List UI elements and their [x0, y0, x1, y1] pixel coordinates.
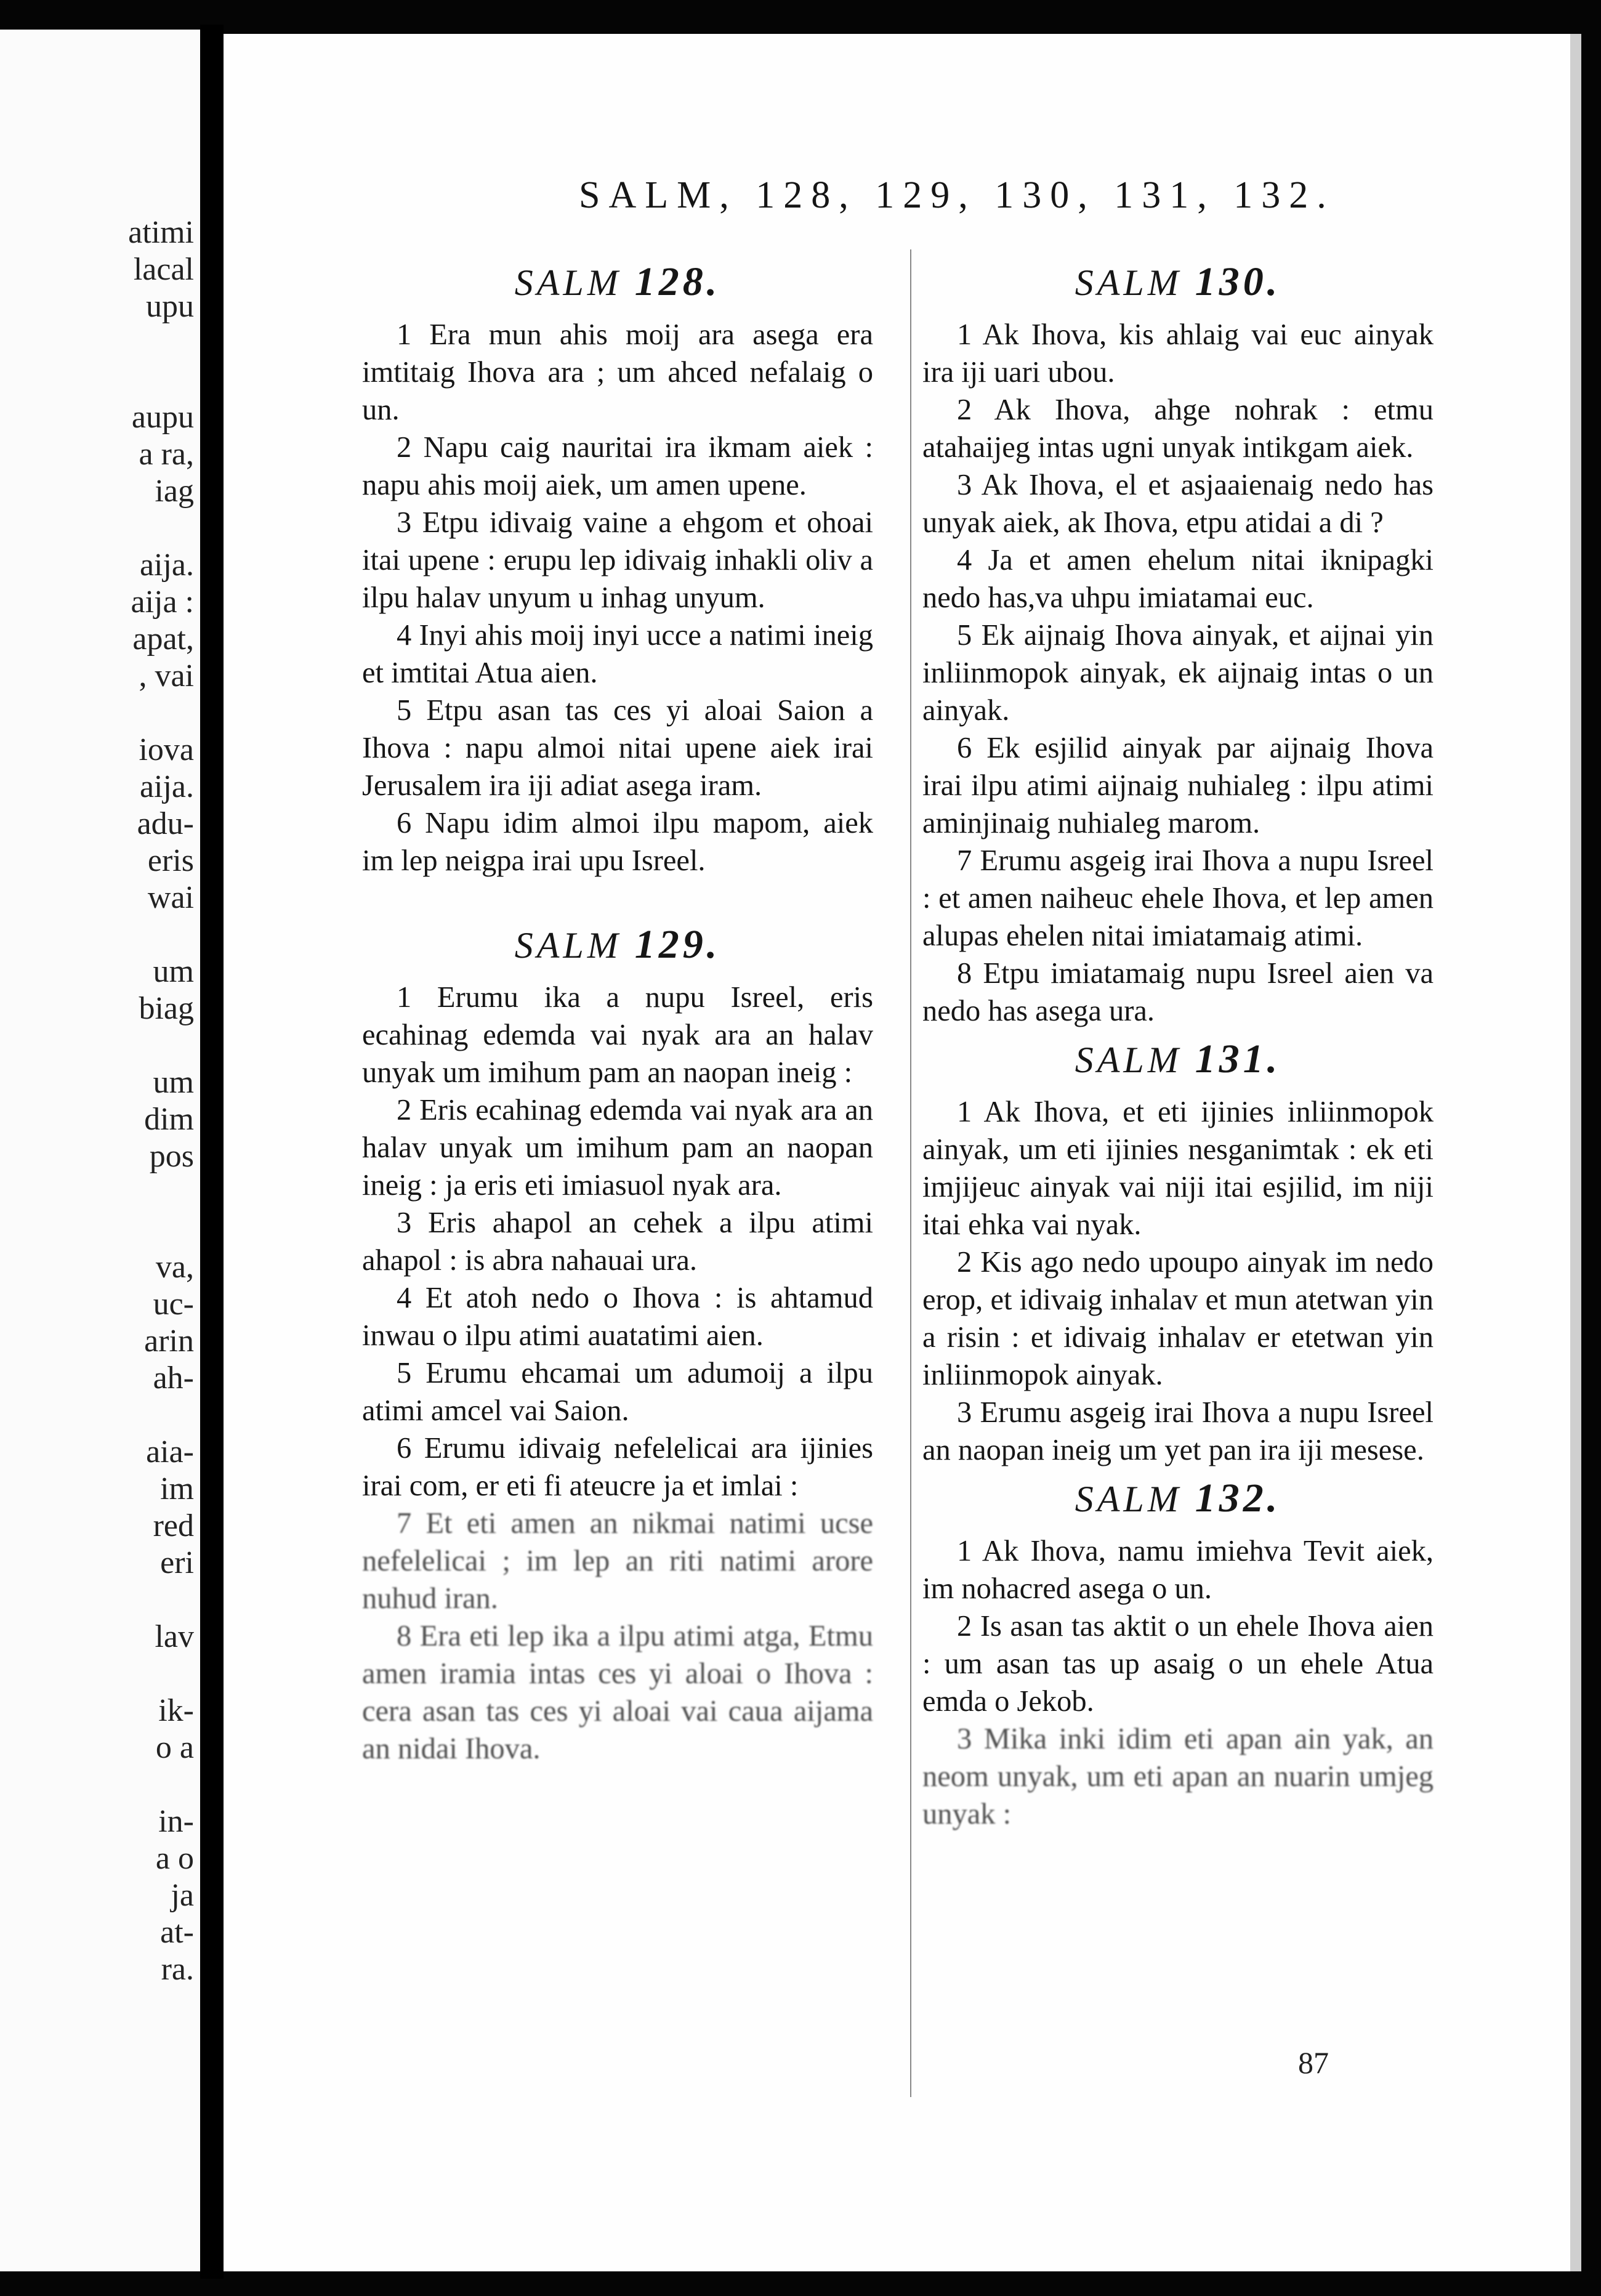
verse: 3 Erumu asgeig irai Ihova a nupu Isreel an naopan ineig um yet pan ira iji mesese.: [922, 1396, 1434, 1466]
facing-page-text-fragment: adu-: [137, 806, 194, 841]
facing-page-text-fragment: eris: [147, 843, 194, 878]
facing-page-text-fragment: o a: [155, 1730, 194, 1765]
facing-page-text-fragment: lav: [155, 1619, 194, 1654]
verse: 6 Napu idim almoi ilpu mapom, aiek im lep neigpa irai upu Isreel.: [362, 807, 873, 877]
facing-page-text-fragment: arin: [144, 1324, 194, 1359]
verse: 7 Et eti amen an nikmai natimi ucse nefelelicai ; im lep an riti natimi arore nuhud iran.: [362, 1507, 873, 1615]
facing-page-text-fragment: uc-: [153, 1287, 194, 1322]
verse: 1 Ak Ihova, kis ahlaig vai euc ainyak ira iji uari ubou.: [922, 318, 1434, 389]
column-divider: [910, 249, 911, 2097]
verse: 3 Mika inki idim eti apan ain yak, an neom unyak, um eti apan an nuarin umjeg unyak :: [922, 1723, 1434, 1830]
facing-page-fragment: [0, 30, 200, 2271]
facing-page-text-fragment: atimi: [128, 215, 194, 250]
verse: 1 Erumu ika a nupu Isreel, eris ecahinag edemda vai nyak ara an halav unyak um imihum pam an naopan ineig :: [362, 981, 873, 1089]
verse: 5 Ek aijnaig Ihova ainyak, et aijnai yin inliinmopok ainyak, ek aijnaig intas o un ainyak.: [922, 619, 1434, 727]
facing-page-text-fragment: a ra,: [139, 437, 194, 472]
facing-page-text-fragment: dim: [144, 1102, 194, 1137]
psalm-title-130: SALM 130.: [1075, 259, 1281, 304]
verse: 1 Era mun ahis moij ara asega era imtitaig Ihova ara ; um ahced nefalaig o un.: [362, 318, 873, 426]
verse: 1 Ak Ihova, namu imiehva Tevit aiek, im nohacred asega o un.: [922, 1535, 1434, 1605]
facing-page-text-fragment: aupu: [131, 400, 194, 435]
facing-page-text-fragment: iag: [155, 474, 194, 509]
verse: 8 Etpu imiatamaig nupu Isreel aien va nedo has asega ura.: [922, 957, 1434, 1027]
facing-page-text-fragment: ah-: [153, 1360, 194, 1396]
facing-page-text-fragment: lacal: [133, 252, 194, 287]
facing-page-text-fragment: aija.: [139, 769, 194, 804]
facing-page-text-fragment: red: [153, 1508, 194, 1543]
verse: 3 Eris ahapol an cehek a ilpu atimi ahapol : is abra nahauai ura.: [362, 1207, 873, 1277]
facing-page-text-fragment: um: [153, 954, 194, 989]
right-column: [922, 253, 1434, 1833]
verse: 4 Ja et amen ehelum nitai iknipagki nedo has,va uhpu imiatamai euc.: [922, 544, 1434, 614]
facing-page-text-fragment: aija :: [131, 584, 194, 620]
facing-page-text-fragment: ja: [171, 1878, 194, 1913]
psalm-title-132: SALM 132.: [1075, 1476, 1281, 1521]
verse: 2 Eris ecahinag edemda vai nyak ara an halav unyak um imihum pam an naopan ineig : ja eris eti imiasuol nyak ara.: [362, 1094, 873, 1202]
psalm-title-128: SALM 128.: [514, 259, 721, 304]
verse: 3 Etpu idivaig vaine a ehgom et ohoai itai upene : erupu lep idivaig inhakli oliv a ilpu halav unyum u inhag unyum.: [362, 506, 873, 614]
facing-page-text-fragment: ra.: [161, 1952, 194, 1987]
facing-page-text-fragment: upu: [146, 289, 194, 324]
facing-page-text-fragment: in-: [158, 1804, 194, 1839]
facing-page-text-fragment: eri: [160, 1545, 194, 1580]
verse: 4 Et atoh nedo o Ihova : is ahtamud inwau o ilpu atimi auatatimi aien.: [362, 1282, 873, 1352]
facing-page-text-fragment: ik-: [158, 1693, 194, 1728]
verse: 5 Erumu ehcamai um adumoij a ilpu atimi amcel vai Saion.: [362, 1357, 873, 1427]
running-header: SALM, 128, 129, 130, 131, 132.: [579, 174, 1335, 216]
facing-page-text-fragment: aija.: [139, 548, 194, 583]
facing-page-text-fragment: biag: [139, 991, 194, 1026]
psalm-title-129: SALM 129.: [514, 922, 721, 967]
facing-page-text-fragment: at-: [160, 1915, 194, 1950]
verse: 2 Ak Ihova, ahge nohrak : etmu atahaijeg intas ugni unyak intikgam aiek.: [922, 394, 1434, 464]
facing-page-text-fragment: pos: [149, 1139, 194, 1174]
left-column: [362, 253, 873, 1768]
verse: 2 Kis ago nedo upoupo ainyak im nedo erop, et idivaig inhalav et mun atetwan yin a risin : et idivaig inhalav er etetwan yin inliinmopok ainyak.: [922, 1246, 1434, 1391]
verse: 2 Napu caig nauritai ira ikmam aiek : napu ahis moij aiek, um amen upene.: [362, 431, 873, 501]
verse: 3 Ak Ihova, el et asjaaienaig nedo has unyak aiek, ak Ihova, etpu atidai a di ?: [922, 469, 1434, 539]
book-gutter: [200, 25, 224, 2279]
facing-page-text-fragment: apat,: [132, 621, 194, 657]
verse: 5 Etpu asan tas ces yi aloai Saion a Ihova : napu almoi nitai upene aiek irai Jerusalem ira iji adiat asega iram.: [362, 694, 873, 802]
verse: 4 Inyi ahis moij inyi ucce a natimi ineig et imtitai Atua aien.: [362, 619, 873, 689]
facing-page-text-fragment: iova: [139, 732, 194, 767]
verse: 8 Era eti lep ika a ilpu atimi atga, Etmu amen iramia intas ces yi aloai o Ihova : cera asan tas ces yi aloai vai caua aijama an nidai Ihova.: [362, 1620, 873, 1765]
facing-page-text-fragment: wai: [147, 880, 194, 915]
page-number: 87: [1298, 2045, 1329, 2080]
verse: 7 Erumu asgeig irai Ihova a nupu Isreel : et amen naiheuc ehele Ihova, et lep amen alupas ehelen nitai imiatamaig atimi.: [922, 844, 1434, 952]
verse: 6 Ek esjilid ainyak par aijnaig Ihova irai ilpu atimi aijnaig nuhialeg : ilpu atimi aminjinaig nuhialeg marom.: [922, 732, 1434, 839]
verse: 2 Is asan tas aktit o un ehele Ihova aien : um asan tas up asaig o un ehele Atua emda o Jekob.: [922, 1610, 1434, 1718]
facing-page-text-fragment: va,: [155, 1250, 194, 1285]
facing-page-text-fragment: aia-: [146, 1434, 194, 1469]
facing-page-text-fragment: , vai: [139, 658, 194, 693]
facing-page-text-fragment: a o: [155, 1841, 194, 1876]
facing-page-text-fragment: um: [153, 1065, 194, 1100]
verse: 1 Ak Ihova, et eti ijinies inliinmopok ainyak, um eti ijinies nesganimtak : ek eti imjijeuc ainyak vai niji itai esjilid, im niji itai ehka vai nyak.: [922, 1096, 1434, 1241]
verse: 6 Erumu idivaig nefelelicai ara ijinies irai com, er eti fi ateucre ja et imlai :: [362, 1432, 873, 1502]
psalm-title-131: SALM 131.: [1075, 1037, 1281, 1081]
facing-page-text-fragment: im: [160, 1471, 194, 1506]
